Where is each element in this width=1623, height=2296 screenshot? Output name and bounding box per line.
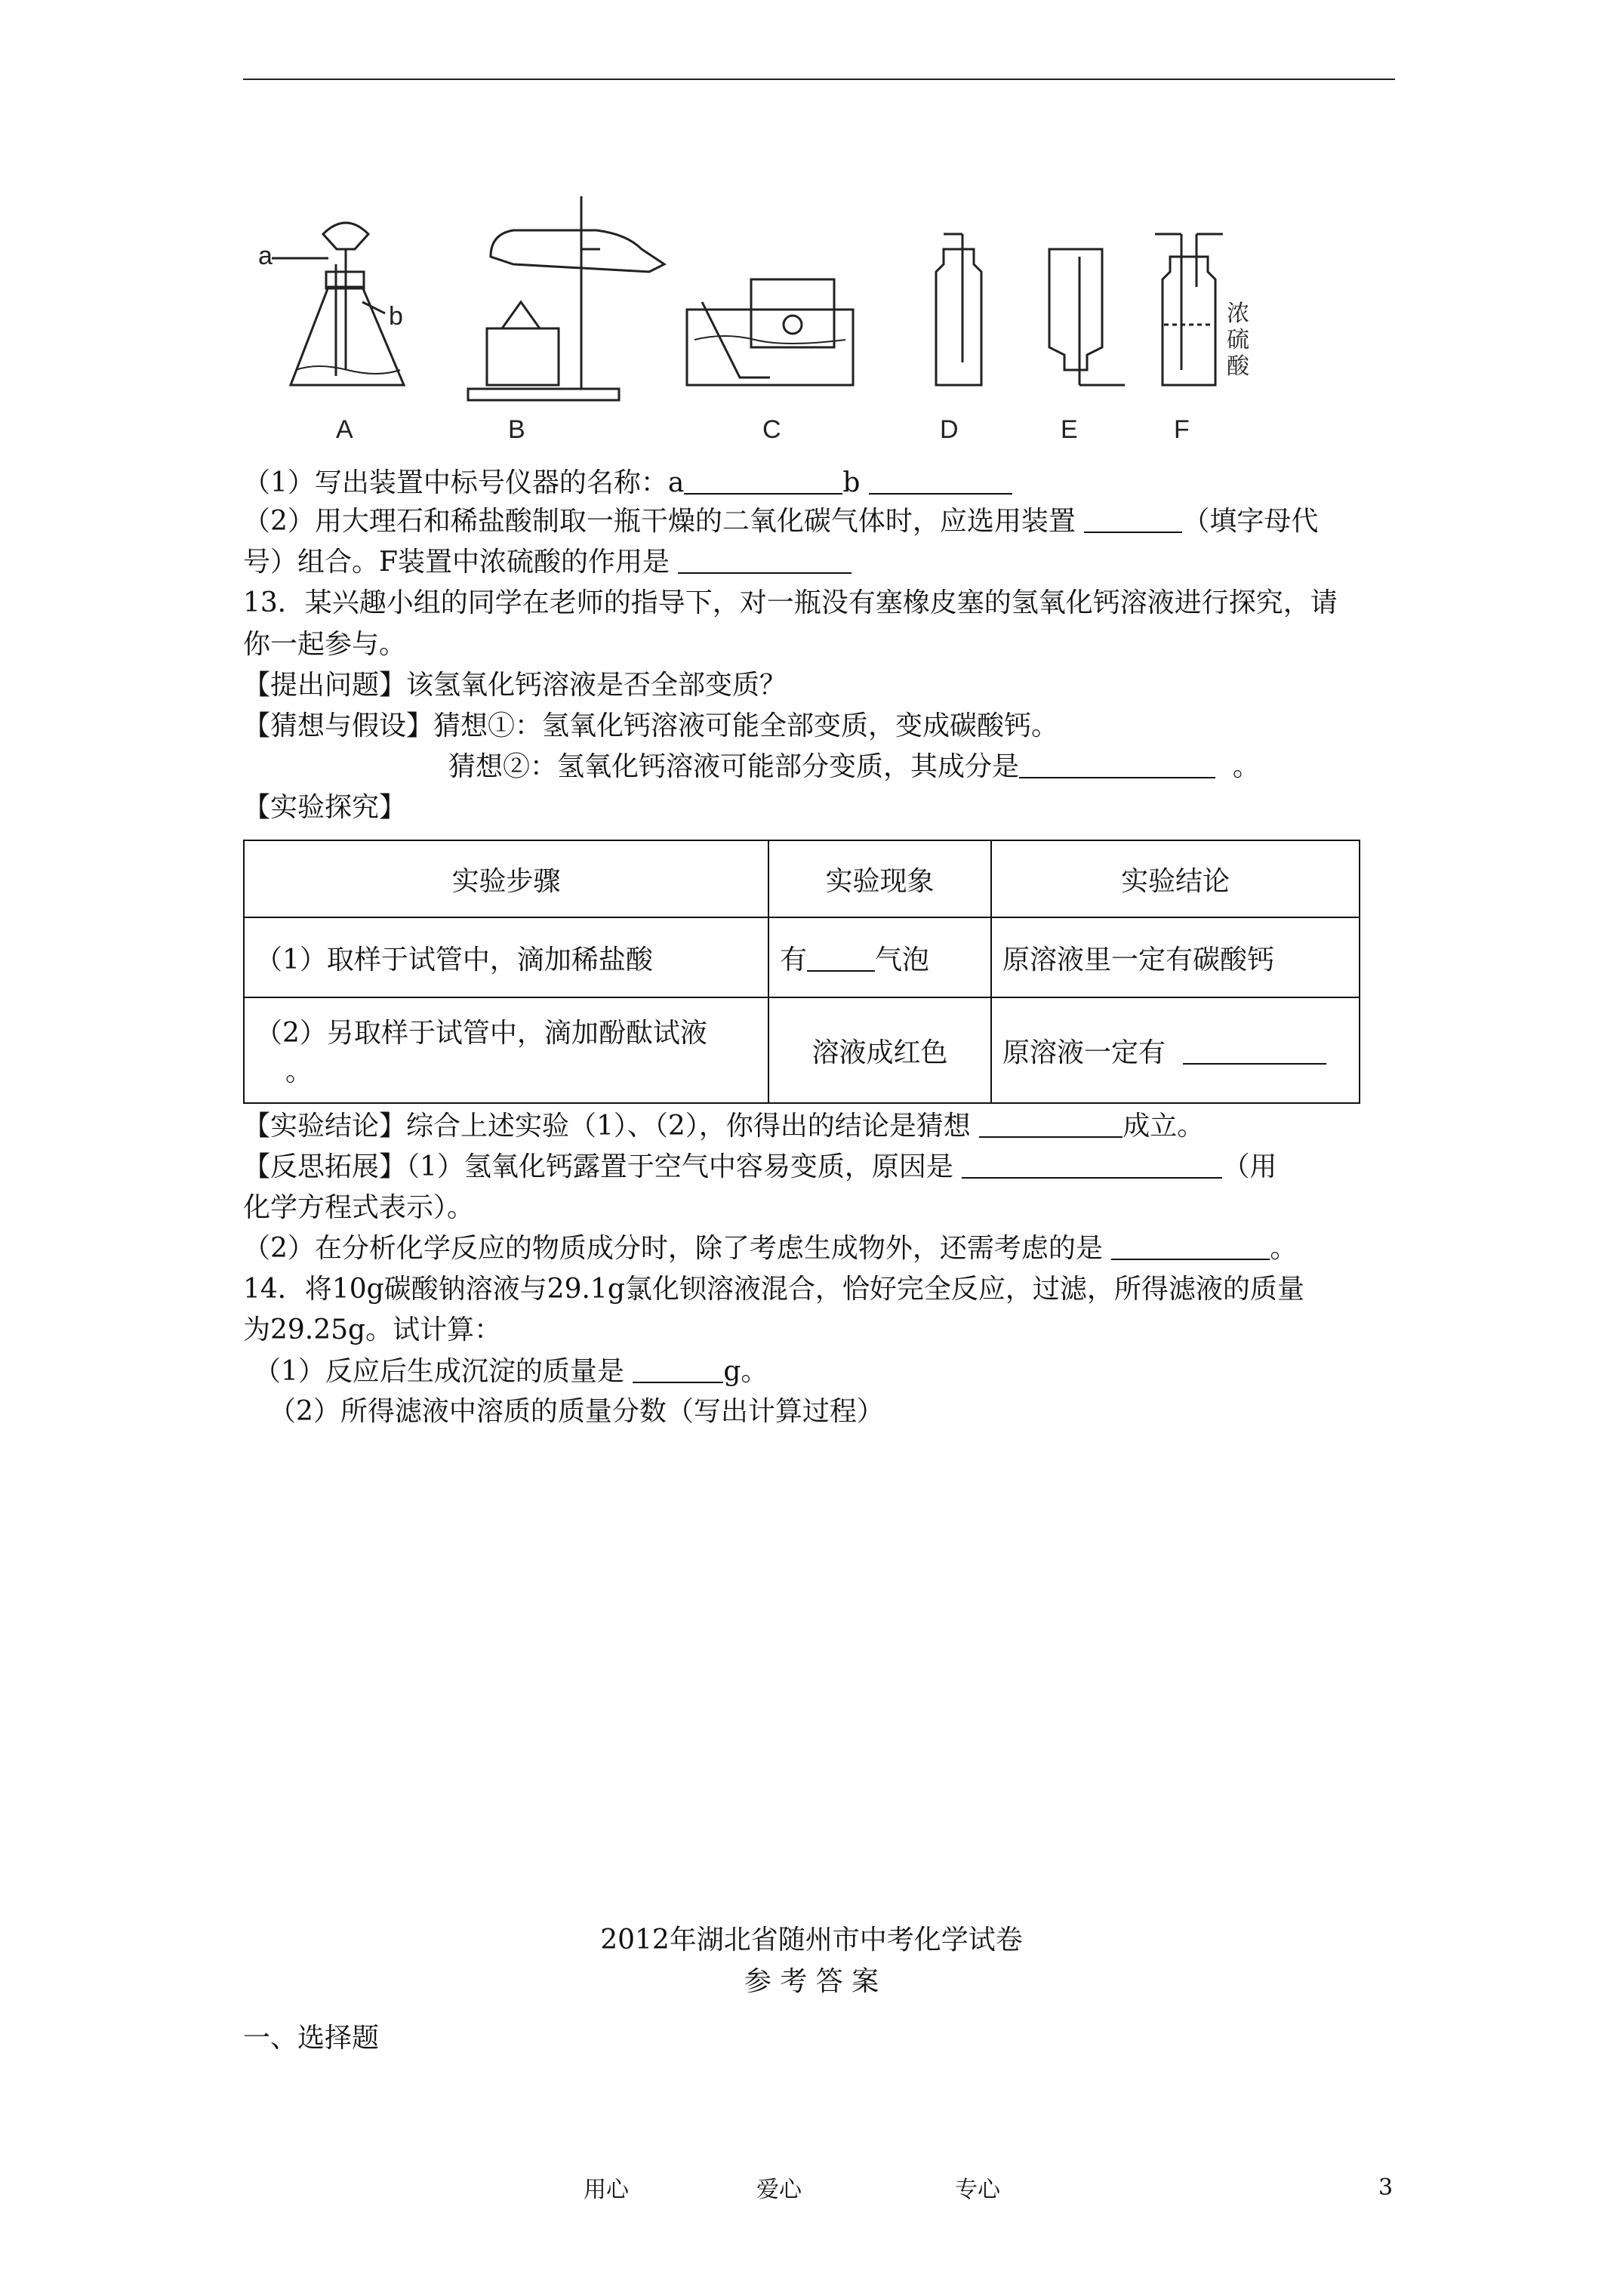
blank-reflect3[interactable] — [1111, 1236, 1270, 1260]
q13-hypo2-suffix: 。 — [1232, 751, 1260, 782]
label-a: a — [258, 242, 273, 270]
q13-question: 【提出问题】该氢氧化钙溶液是否全部变质？ — [243, 670, 787, 701]
blank-reflect1[interactable] — [962, 1154, 1222, 1179]
answer-title: 2012年湖北省随州市中考化学试卷 — [600, 1925, 1023, 1955]
q13-reflect3-suffix: 。 — [1270, 1233, 1298, 1264]
page-number: 3 — [1378, 2174, 1394, 2201]
blank-f-role[interactable] — [678, 550, 852, 574]
row1-step: （1）取样于试管中，滴加稀盐酸 — [244, 917, 768, 997]
blank-device[interactable] — [1084, 509, 1182, 533]
apparatus-b — [468, 196, 664, 400]
q13-reflect1 — [243, 1152, 1277, 1182]
row2-step — [244, 997, 768, 1103]
answer-section: 一、选择题 — [243, 2023, 380, 2054]
apparatus-diagram — [257, 189, 1268, 453]
row1-phen-prefix: 有 — [780, 944, 808, 975]
q13-reflect3-text: （2）在分析化学反应的物质成分时，除了考虑生成物外，还需考虑的是 — [243, 1233, 1103, 1264]
header-phenomenon: 实验现象 — [768, 840, 991, 917]
q13-intro1: 13．某兴趣小组的同学在老师的指导下，对一瓶没有塞橡皮塞的氢氧化钙溶液进行探究，请 — [243, 587, 1338, 618]
q13-explore: 【实验探究】 — [243, 792, 407, 823]
bottle-label-2: 硫 — [1227, 328, 1249, 353]
q12-line1-b: b — [842, 467, 861, 498]
q12-line2-text: （2）用大理石和稀盐酸制取一瓶干燥的二氧化碳气体时，应选用装置 — [243, 506, 1076, 537]
row2-step-line2: 。 — [285, 1056, 313, 1087]
apparatus-label-e: E — [1061, 415, 1078, 444]
bottle-label-3: 酸 — [1227, 354, 1249, 379]
row1-conclusion: 原溶液里一定有碳酸钙 — [991, 917, 1360, 997]
blank-hypo2[interactable] — [1019, 754, 1215, 778]
answer-subtitle: 参 考 答 案 — [744, 1966, 879, 1997]
apparatus-d — [936, 234, 981, 385]
header-step: 实验步骤 — [244, 840, 768, 917]
row1-phenomenon — [768, 917, 991, 997]
apparatus-label-d: D — [940, 415, 959, 444]
label-b: b — [389, 302, 403, 331]
q14-sub2: （2）所得滤液中溶质的质量分数（写出计算过程） — [269, 1396, 884, 1427]
apparatus-e — [1049, 249, 1125, 385]
row2-conclusion — [991, 997, 1360, 1103]
q12-line3 — [243, 547, 852, 578]
row2-concl-text: 原溶液一定有 — [1002, 1037, 1166, 1068]
q13-intro2: 你一起参与。 — [243, 629, 407, 660]
q13-conclusion — [243, 1111, 1204, 1142]
q13-reflect1-suffix: （用 — [1222, 1151, 1277, 1182]
blank-precipitate[interactable] — [633, 1359, 723, 1383]
q13-reflect1-text: 【反思拓展】（1）氢氧化钙露置于空气中容易变质，原因是 — [243, 1151, 953, 1182]
blank-row2[interactable] — [1183, 1040, 1326, 1065]
apparatus-a — [272, 223, 404, 385]
q12-line2 — [243, 507, 1318, 537]
q13-reflect3 — [243, 1234, 1297, 1264]
row2-phenomenon: 溶液成红色 — [768, 997, 991, 1103]
blank-conclusion[interactable] — [979, 1114, 1123, 1138]
q12-line3-text: 号）组合。F装置中浓硫酸的作用是 — [243, 547, 670, 578]
q14-sub1-suffix: g。 — [723, 1356, 768, 1387]
q13-hypo1: 【猜想与假设】猜想①：氢氧化钙溶液可能全部变质，变成碳酸钙。 — [243, 710, 1059, 741]
table-header-row — [244, 840, 1360, 917]
q12-line2-suffix: （填字母代 — [1182, 506, 1319, 537]
header-rule — [243, 79, 1395, 80]
apparatus-c — [687, 279, 853, 385]
q12-line1 — [243, 468, 1012, 498]
q12-line1-text: （1）写出装置中标号仪器的名称：a — [243, 467, 685, 498]
q13-conclusion-text: 【实验结论】综合上述实验（1）、（2），你得出的结论是猜想 — [243, 1111, 971, 1142]
experiment-table — [243, 840, 1360, 1104]
apparatus-label-a: A — [336, 415, 353, 444]
apparatus-label-b: B — [508, 415, 525, 444]
q13-hypo2-text: 猜想②：氢氧化钙溶液可能部分变质，其成分是 — [448, 751, 1020, 782]
row1-phen-suffix: 气泡 — [875, 944, 930, 975]
table-row — [244, 917, 1360, 997]
q14-sub1 — [254, 1357, 768, 1387]
header-conclusion: 实验结论 — [991, 840, 1360, 917]
footer-item-2: 爱心 — [756, 2177, 802, 2203]
table-row — [244, 997, 1360, 1103]
bottle-label-1: 浓 — [1227, 301, 1249, 326]
footer-item-3: 专心 — [955, 2177, 1000, 2203]
blank-b[interactable] — [869, 470, 1012, 495]
q14-line2: 为29.25g。试计算： — [243, 1314, 502, 1345]
q13-conclusion-suffix: 成立。 — [1123, 1111, 1205, 1142]
row2-step-line1: （2）另取样于试管中，滴加酚酞试液 — [255, 1018, 707, 1049]
q14-line1: 14．将10g碳酸钠溶液与29.1g氯化钡溶液混合，恰好完全反应，过滤，所得滤液的质量 — [243, 1274, 1304, 1305]
q13-hypo2 — [448, 752, 1260, 782]
apparatus-label-f: F — [1174, 415, 1190, 444]
blank-a[interactable] — [684, 470, 842, 495]
q14-sub1-text: （1）反应后生成沉淀的质量是 — [254, 1356, 624, 1387]
apparatus-label-c: C — [762, 415, 781, 444]
q13-reflect2: 化学方程式表示）。 — [243, 1192, 475, 1223]
blank-bubble[interactable] — [807, 948, 875, 972]
footer-item-1: 用心 — [584, 2177, 629, 2203]
apparatus-f — [1155, 234, 1223, 385]
